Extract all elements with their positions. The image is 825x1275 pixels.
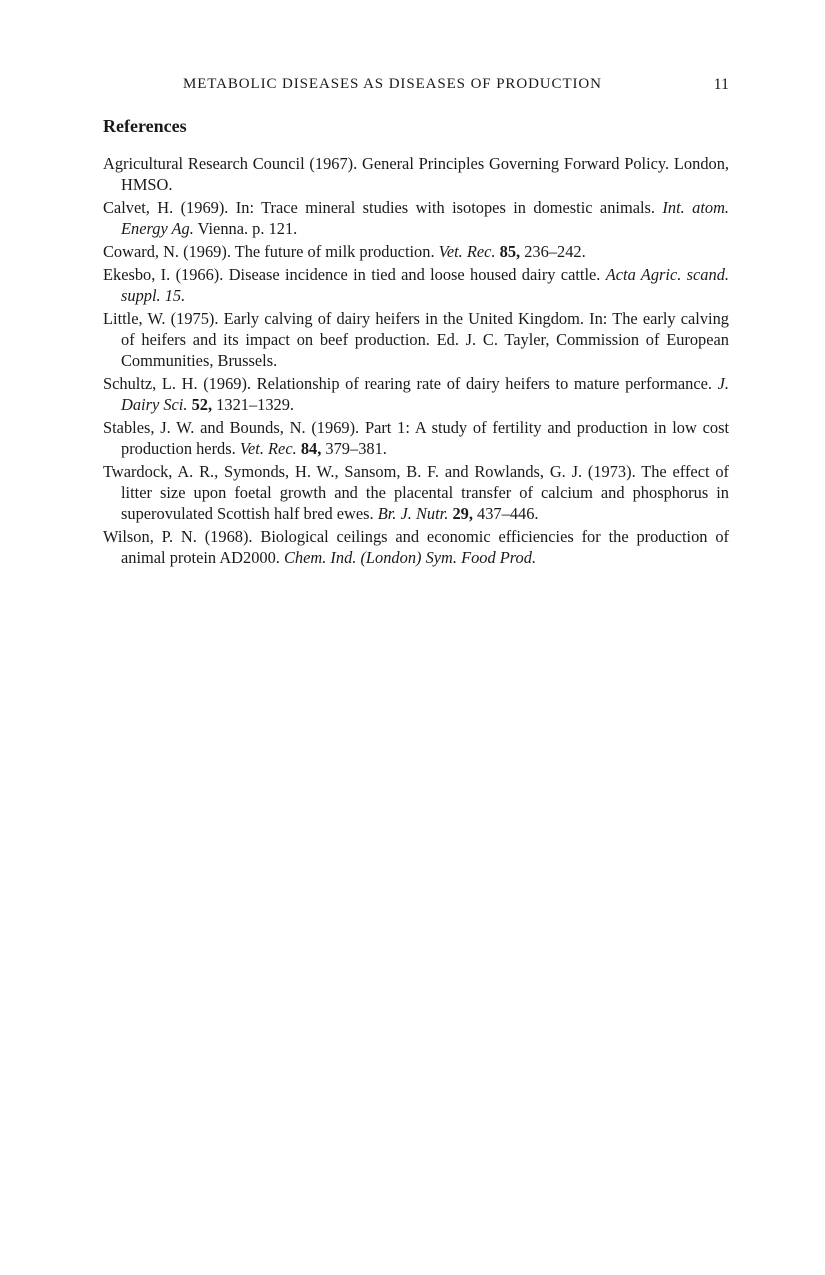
reference-italic-text: Br. J. Nutr. xyxy=(377,504,449,523)
reference-italic-text: Vet. Rec. xyxy=(239,439,297,458)
reference-text: Twardock, A. R., Symonds, H. W., Sansom, B. F. and Rowlands, G. J. (1973). The effect of litter size upon foetal growth and the placental transfer of calcium and phosphorus in superovulated Scottish half bred ewes. xyxy=(103,462,729,523)
reference-italic-text: J. Dairy Sci. xyxy=(121,374,729,414)
reference-entry xyxy=(103,308,729,371)
reference-italic-text: Chem. Ind. (London) Sym. Food Prod. xyxy=(283,548,537,567)
reference-entry xyxy=(103,264,729,306)
reference-entry xyxy=(103,417,729,459)
page-number: 11 xyxy=(713,76,729,93)
section-heading: References xyxy=(103,116,187,136)
running-header-title: METABOLIC DISEASES AS DISEASES OF PRODUCTION xyxy=(183,76,602,92)
page xyxy=(103,70,729,570)
reference-italic-text: Acta Agric. scand. suppl. 15. xyxy=(121,265,729,305)
running-header xyxy=(103,70,729,104)
reference-entry xyxy=(103,153,729,195)
reference-volume: 52, xyxy=(191,395,213,414)
reference-volume: 85, xyxy=(499,242,521,261)
reference-text: 437–446. xyxy=(472,504,539,523)
reference-entry xyxy=(103,197,729,239)
reference-text: 379–381. xyxy=(321,439,387,458)
reference-text: Coward, N. (1969). The future of milk production. xyxy=(103,242,439,261)
reference-italic-text: Vet. Rec. xyxy=(438,242,496,261)
reference-volume: 84, xyxy=(300,439,322,458)
reference-entry xyxy=(103,373,729,415)
reference-text: Wilson, P. N. (1968). Biological ceilings and economic efficiencies for the production of animal protein AD2000. xyxy=(103,527,729,567)
reference-list xyxy=(103,153,729,568)
reference-text: Ekesbo, I. (1966). Disease incidence in tied and loose housed dairy cattle. xyxy=(103,265,606,284)
reference-italic-text: Int. atom. Energy Ag. xyxy=(121,198,729,238)
reference-text: 236–242. xyxy=(520,242,586,261)
reference-text: Calvet, H. (1969). In: Trace mineral studies with isotopes in domestic animals. xyxy=(103,198,663,217)
reference-entry xyxy=(103,526,729,568)
reference-text: 1321–1329. xyxy=(212,395,295,414)
reference-text: Vienna. p. 121. xyxy=(193,219,298,238)
reference-volume: 29, xyxy=(452,504,473,523)
reference-text: Agricultural Research Council (1967). General Principles Governing Forward Policy. London, HMSO. xyxy=(103,154,729,194)
reference-text: Little, W. (1975). Early calving of dairy heifers in the United Kingdom. In: The early calving of heifers and its impact on beef production. Ed. J. C. Tayler, Commission of European Communities, Brussels. xyxy=(103,309,729,370)
reference-text: Schultz, L. H. (1969). Relationship of rearing rate of dairy heifers to mature performance. xyxy=(103,374,718,393)
reference-text: Stables, J. W. and Bounds, N. (1969). Part 1: A study of fertility and production in low cost production herds. xyxy=(103,418,729,458)
reference-entry xyxy=(103,241,729,262)
reference-entry xyxy=(103,461,729,524)
